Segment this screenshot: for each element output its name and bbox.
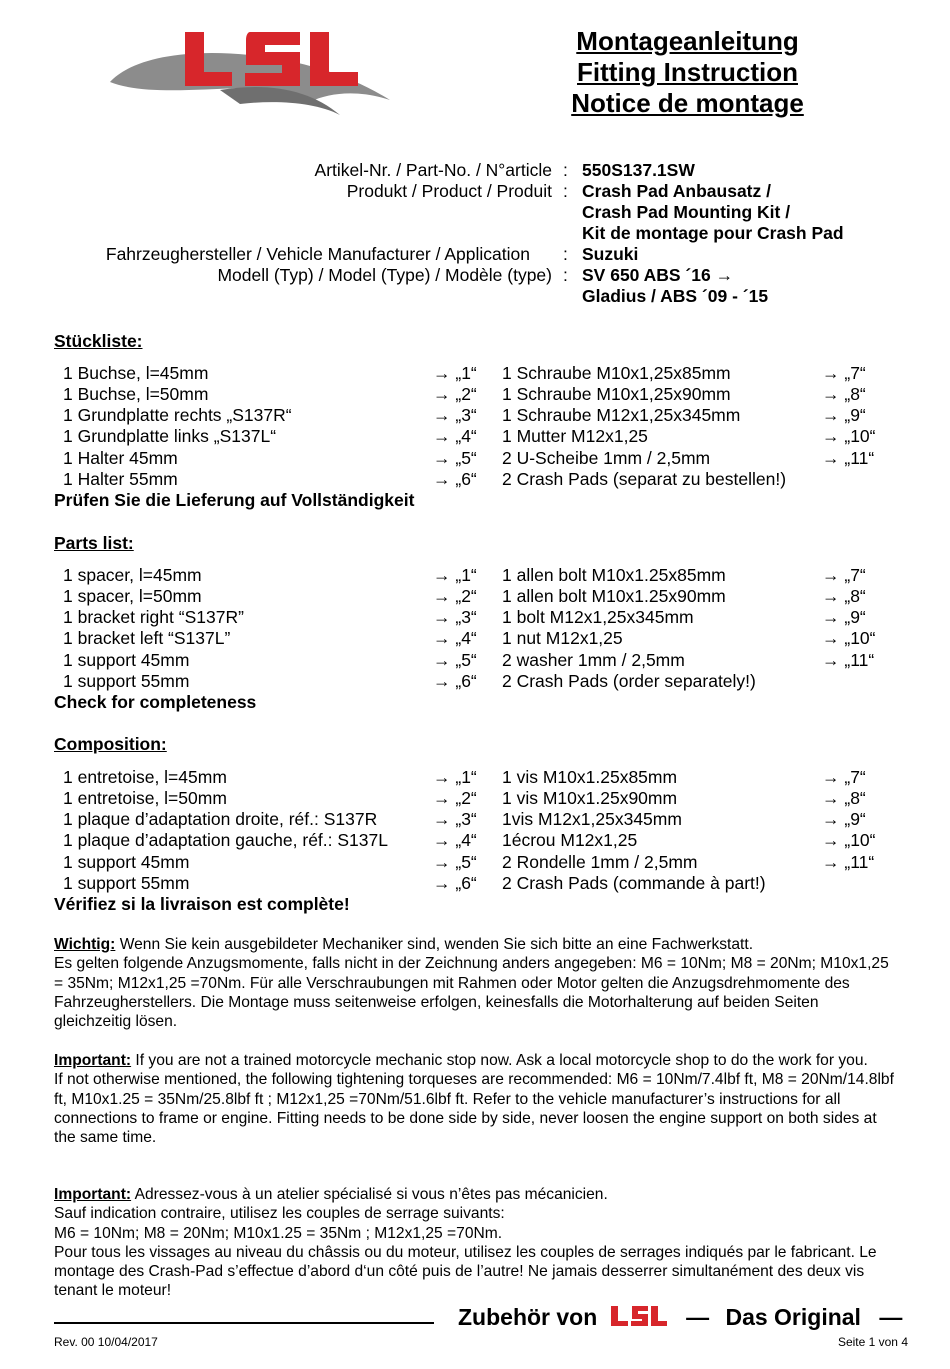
- part-name: 1écrou M12x1,25: [502, 830, 638, 850]
- footer-lsl-logo: [610, 1304, 668, 1334]
- title-de: Montageanleitung: [576, 26, 799, 56]
- meta-label: Artikel-Nr. / Part-No. / N°article: [314, 160, 552, 180]
- lsl-logo-graphic: [100, 20, 400, 130]
- meta-colon: :: [563, 265, 568, 285]
- note-label: Important:: [54, 1052, 132, 1069]
- part-name: 2 Rondelle 1mm / 2,5mm: [502, 852, 698, 872]
- part-ref: → „1“: [433, 767, 477, 787]
- list-item: [0, 607, 950, 628]
- part-ref: → „5“: [433, 448, 477, 468]
- part-ref: → „8“: [822, 788, 866, 808]
- footer-tagline: [458, 1304, 902, 1334]
- part-ref: → „7“: [822, 565, 866, 585]
- part-ref: → „5“: [433, 852, 477, 872]
- part-name: 1 Grundplatte rechts „S137R“: [63, 405, 292, 425]
- part-ref: → „1“: [433, 565, 477, 585]
- part-name: 1vis M12x1,25x345mm: [502, 809, 682, 829]
- meta-label: Produkt / Product / Produit: [346, 181, 552, 201]
- logo-letter-l2: [310, 32, 358, 86]
- part-name: 1 Grundplatte links „S137L“: [63, 426, 277, 446]
- meta-value: Suzuki: [582, 244, 639, 264]
- part-name: 1 allen bolt M10x1.25x90mm: [502, 586, 726, 606]
- meta-value: 550S137.1SW: [582, 160, 695, 180]
- part-ref: → „7“: [822, 767, 866, 787]
- part-name: 1 bracket right “S137R”: [63, 607, 244, 627]
- part-name: 1 vis M10x1.25x85mm: [502, 767, 678, 787]
- part-name: 1 Halter 45mm: [63, 448, 178, 468]
- part-ref: → „11“: [822, 448, 875, 468]
- note-text: Adressez-vous à un atelier spécialisé si vous n’êtes pas mécanicien. Sauf indication contraire, utilisez les couples de serrage suivants: M6 = 10Nm; M8 = 20Nm; M10x1.25 = 35Nm ; M12x1,25 =70Nm. Pour tous les vissages au niveau du châssis ou du moteur, utilisez les couples de serrages indiqués par le fabricant. Le montage des Crash-Pad s’effectue d’abord d‘un côté puis de l’autre! Ne jamais desserrer simultanément des deux vis tenant le moteur!: [54, 1186, 877, 1300]
- footer-logo-s: [631, 1306, 648, 1326]
- part-name: 1 support 55mm: [63, 873, 190, 893]
- title-en: Fitting Instruction: [577, 57, 798, 87]
- list-item: [0, 426, 950, 447]
- parts-list-heading-de: Stückliste:: [54, 331, 143, 351]
- part-name: 1 Halter 55mm: [63, 469, 178, 489]
- note-text: Wenn Sie kein ausgebildeter Mechaniker sind, wenden Sie sich bitte an eine Fachwerkstatt. Es gelten folgende Anzugsmomente, falls nicht in der Zeichnung anders angegeben: M6 = 10Nm; M8 = 20Nm; M10x1,25 = 35Nm; M12x1,25 =70Nm. Für alle Verschraubungen mit Rahmen oder Motor gelten die Anzugsdrehmomente des Fahrzeugherstellers. Die Montage muss seitenweise erfolgen, keinesfalls die Motorhalterung auf beiden Seiten gleichzeitig lösen.: [54, 936, 889, 1031]
- part-ref: → „11“: [822, 650, 875, 670]
- meta-value: Gladius / ABS ´09 - ´15: [582, 286, 769, 306]
- list-item: [0, 384, 950, 405]
- part-ref: → „8“: [822, 586, 866, 606]
- meta-value: Crash Pad Anbausatz /: [582, 181, 771, 201]
- part-name: 2 Crash Pads (commande à part!): [502, 873, 766, 893]
- part-name: 2 Crash Pads (order separately!): [502, 671, 756, 691]
- note-label: Important:: [54, 1186, 132, 1203]
- meta-value: SV 650 ABS ´16 →: [582, 265, 734, 285]
- lsl-logo: [100, 20, 400, 130]
- important-note-en: [54, 1051, 899, 1147]
- part-name: 1 plaque d’adaptation droite, réf.: S137R: [63, 809, 378, 829]
- part-name: 1 nut M12x1,25: [502, 628, 623, 648]
- list-item: [0, 767, 950, 788]
- footer-dash-end: —: [879, 1304, 903, 1330]
- part-name: 1 spacer, l=50mm: [63, 586, 202, 606]
- part-name: 1 Schraube M12x1,25x345mm: [502, 405, 741, 425]
- list-item: [0, 363, 950, 384]
- footer-logo-l1: [611, 1306, 628, 1326]
- part-ref: → „9“: [822, 607, 866, 627]
- part-ref: → „10“: [822, 628, 876, 648]
- part-name: 1 support 45mm: [63, 852, 190, 872]
- meta-colon: :: [563, 160, 568, 180]
- list-item: [0, 873, 950, 894]
- footer-accessory-text: Zubehör von: [458, 1304, 598, 1330]
- meta-colon: :: [563, 244, 568, 264]
- list-item: [0, 565, 950, 586]
- part-ref: → „6“: [433, 469, 477, 489]
- part-name: 1 Schraube M10x1,25x85mm: [502, 363, 731, 383]
- meta-colon: :: [563, 181, 568, 201]
- part-name: 1 bolt M12x1,25x345mm: [502, 607, 694, 627]
- part-name: 1 Buchse, l=50mm: [63, 384, 209, 404]
- list-item: [0, 671, 950, 692]
- list-item: [0, 628, 950, 649]
- list-item: [0, 788, 950, 809]
- part-ref: → „9“: [822, 405, 866, 425]
- part-name: 1 plaque d’adaptation gauche, réf.: S137L: [63, 830, 388, 850]
- list-item: [0, 586, 950, 607]
- part-ref: → „2“: [433, 586, 477, 606]
- meta-label: Fahrzeughersteller / Vehicle Manufacturer / Application: [105, 244, 530, 264]
- part-name: 1 spacer, l=45mm: [63, 565, 202, 585]
- parts-list-heading-fr: Composition:: [54, 734, 167, 754]
- important-note-de: [54, 935, 899, 1031]
- part-name: 2 washer 1mm / 2,5mm: [502, 650, 685, 670]
- part-name: 1 entretoise, l=45mm: [63, 767, 227, 787]
- part-ref: → „3“: [433, 809, 477, 829]
- part-ref: → „3“: [433, 607, 477, 627]
- parts-list-heading-en: Parts list:: [54, 533, 134, 553]
- page-number: Seite 1 von 4: [837, 1335, 908, 1349]
- list-item: [0, 448, 950, 469]
- part-name: 1 Schraube M10x1,25x90mm: [502, 384, 731, 404]
- important-note-fr: [54, 1185, 899, 1301]
- part-ref: → „5“: [433, 650, 477, 670]
- part-ref: → „7“: [822, 363, 866, 383]
- footer-logo-graphic: [610, 1304, 668, 1328]
- part-ref: → „4“: [433, 628, 477, 648]
- part-ref: → „4“: [433, 830, 477, 850]
- logo-letter-s: [245, 32, 300, 86]
- completeness-note-fr: Vérifiez si la livraison est complète!: [54, 894, 350, 914]
- footer-logo-l2: [651, 1306, 667, 1326]
- part-name: 1 vis M10x1.25x90mm: [502, 788, 678, 808]
- part-name: 1 support 45mm: [63, 650, 190, 670]
- part-ref: → „6“: [433, 873, 477, 893]
- part-ref: → „2“: [433, 788, 477, 808]
- footer-dash: —: [686, 1304, 710, 1330]
- meta-label: Modell (Typ) / Model (Type) / Modèle (type): [217, 265, 552, 285]
- part-name: 1 Mutter M12x1,25: [502, 426, 648, 446]
- part-ref: → „2“: [433, 384, 477, 404]
- part-ref: → „11“: [822, 852, 875, 872]
- note-text: If you are not a trained motorcycle mechanic stop now. Ask a local motorcycle shop to do the work for you. If not otherwise mentioned, the following tightening torqueses are recommended: M6 = 10Nm/7.4lbf ft, M8 = 20Nm/14.8lbf ft, M10x1.25 = 35Nm/25.8lbf ft ; M12x1,25 =70Nm/51.6lbf ft. Refer to the vehicle manufacturer’s instructions for all connections to frame or engine. Fitting needs to be done side by side, never loosen the engine support on both sides at the same time.: [54, 1052, 894, 1147]
- list-item: [0, 469, 950, 490]
- document-title: [520, 26, 855, 119]
- list-item: [0, 809, 950, 830]
- part-ref: → „6“: [433, 671, 477, 691]
- revision-info: Rev. 00 10/04/2017: [54, 1335, 158, 1349]
- meta-value: Crash Pad Mounting Kit /: [582, 202, 791, 222]
- part-ref: → „3“: [433, 405, 477, 425]
- title-fr: Notice de montage: [571, 88, 804, 118]
- part-ref: → „8“: [822, 384, 866, 404]
- part-name: 2 Crash Pads (separat zu bestellen!): [502, 469, 787, 489]
- part-name: 2 U-Scheibe 1mm / 2,5mm: [502, 448, 711, 468]
- list-item: [0, 852, 950, 873]
- completeness-note-de: Prüfen Sie die Lieferung auf Vollständigkeit: [54, 490, 415, 510]
- list-item: [0, 830, 950, 851]
- part-name: 1 bracket left “S137L”: [63, 628, 231, 648]
- part-ref: → „10“: [822, 426, 876, 446]
- list-item: [0, 650, 950, 671]
- part-name: 1 support 55mm: [63, 671, 190, 691]
- part-name: 1 Buchse, l=45mm: [63, 363, 209, 383]
- completeness-note-en: Check for completeness: [54, 692, 257, 712]
- footer-rule: [54, 1322, 434, 1324]
- part-name: 1 entretoise, l=50mm: [63, 788, 227, 808]
- part-ref: → „10“: [822, 830, 876, 850]
- meta-value: Kit de montage pour Crash Pad: [582, 223, 844, 243]
- part-ref: → „9“: [822, 809, 866, 829]
- part-ref: → „4“: [433, 426, 477, 446]
- note-label: Wichtig:: [54, 936, 116, 953]
- list-item: [0, 405, 950, 426]
- part-name: 1 allen bolt M10x1.25x85mm: [502, 565, 726, 585]
- part-ref: → „1“: [433, 363, 477, 383]
- footer-original-text: Das Original: [725, 1304, 861, 1330]
